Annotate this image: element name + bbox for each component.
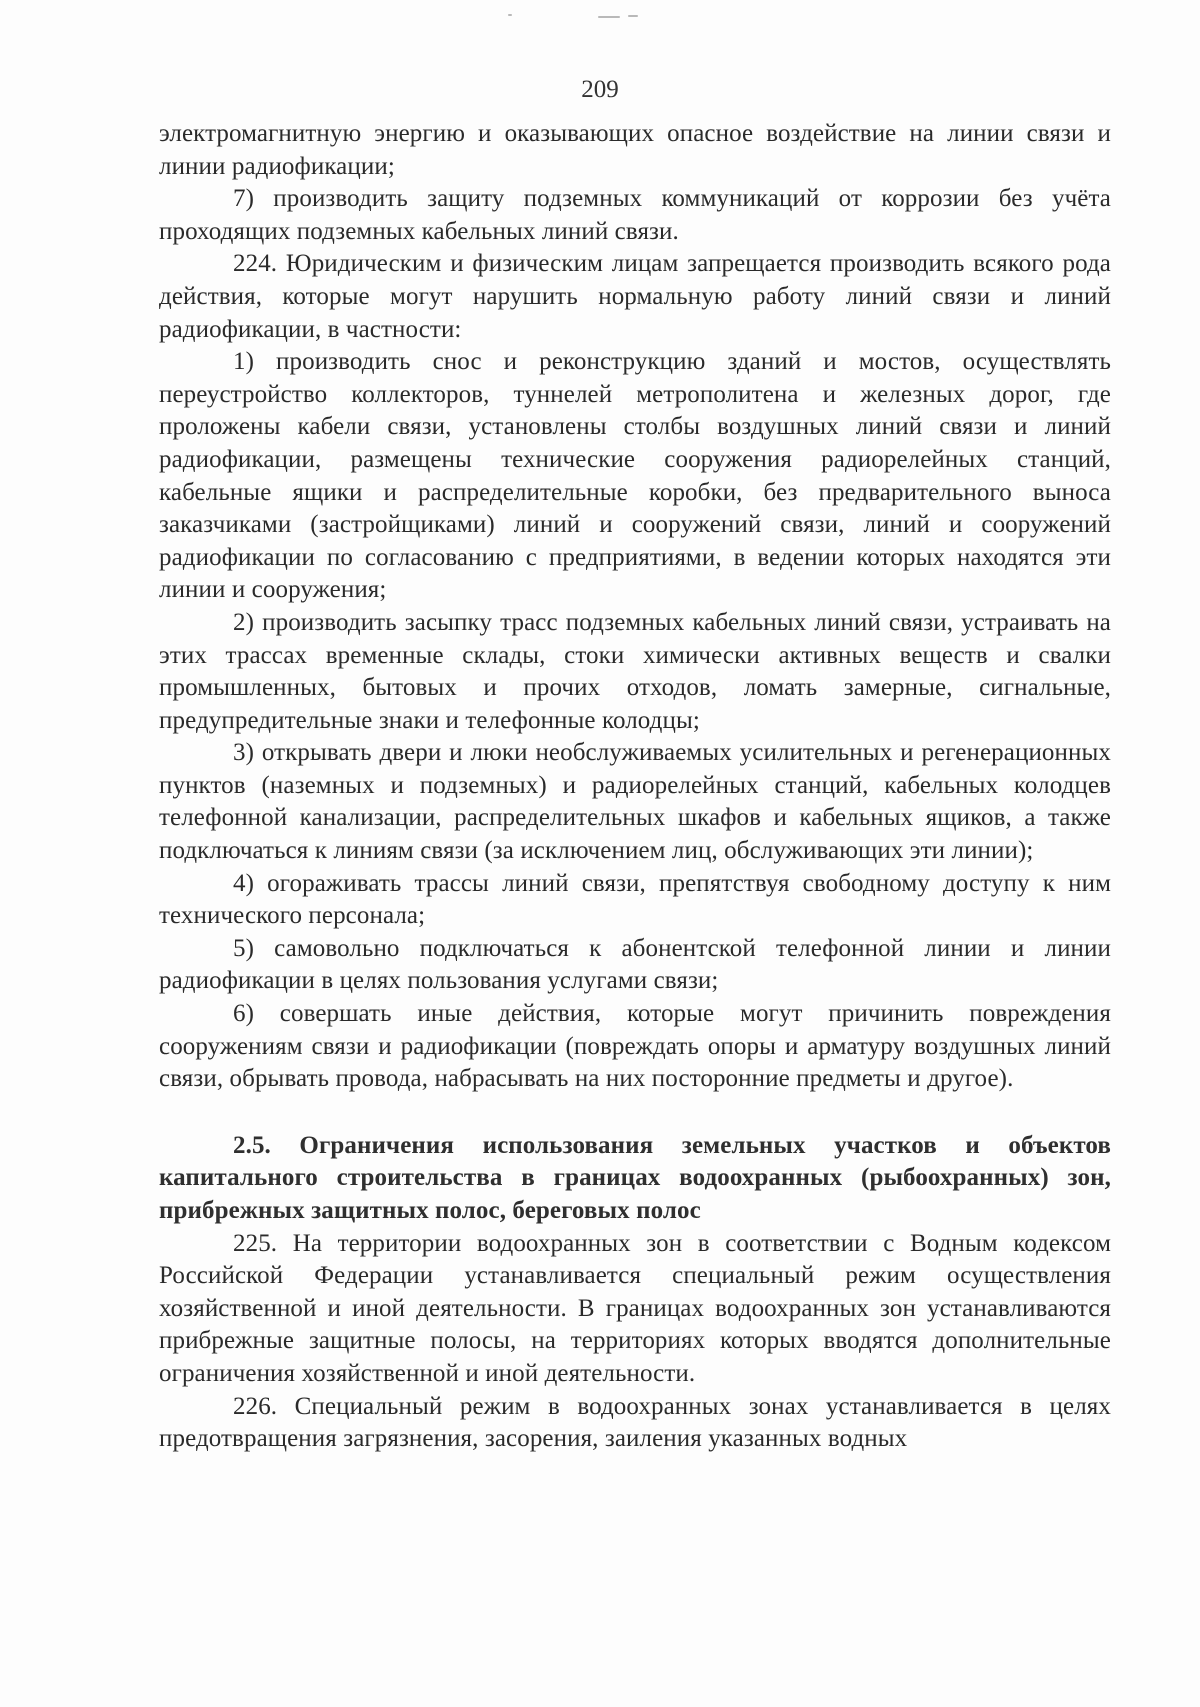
list-item-4: 4) огораживать трассы линий связи, препятствуя свободному доступу к ним технического персонала;	[159, 869, 1111, 930]
paragraph-225: 225. На территории водоохранных зон в соответствии с Водным кодексом Российской Федерации устанавливается специальный режим осуществления хозяйственной и иной деятельности. В границах водоохранных зон устанавливаются прибрежные защитные полосы, на территориях которых вводятся дополнительные ограничения хозяйственной и иной деятельности.	[159, 1229, 1111, 1387]
list-item-1: 1) производить снос и реконструкцию зданий и мостов, осуществлять переустройство коллекторов, туннелей метрополитена и железных дорог, где проложены кабели связи, установлены столбы воздушных линий связи и линий радиофикации, размещены технические сооружения радиорелейных станций, кабельные ящики и распределительные коробки, без предварительного выноса заказчиками (застройщиками) линий и сооружений связи, линий и сооружений радиофикации по согласованию с предприятиями, в ведении которых находятся эти линии и сооружения;	[159, 348, 1111, 604]
list-item-6: 6) совершать иные действия, которые могут причинить повреждения сооружениям связи и радиофикации (повреждать опоры и арматуру воздушных линий связи, обрывать провода, набрасывать на них посторонние предметы и другое).	[159, 1000, 1111, 1093]
paragraph-226: 226. Специальный режим в водоохранных зонах устанавливается в целях предотвращения загрязнения, засорения, заиления указанных водных	[159, 1392, 1111, 1453]
list-item-3: 3) открывать двери и люки необслуживаемых усилительных и регенерационных пунктов (наземных и подземных) и радиорелейных станций, кабельных колодцев телефонной канализации, распределительных шкафов и кабельных ящиков, а также подключаться к линиям связи (за исключением лиц, обслуживающих эти линии);	[159, 739, 1111, 865]
paragraph-224: 224. Юридическим и физическим лицам запрещается производить всякого рода действия, которые могут нарушить нормальную работу линий связи и линий радиофикации, в частности:	[159, 250, 1111, 343]
list-item-5: 5) самовольно подключаться к абонентской телефонной линии и линии радиофикации в целях пользования услугами связи;	[159, 934, 1111, 995]
list-item-2: 2) производить засыпку трасс подземных кабельных линий связи, устраивать на этих трассах временные склады, стоки химически активных веществ и свалки промышленных, бытовых и прочих отходов, ломать замерные, сигнальные, предупредительные знаки и телефонные колодцы;	[159, 608, 1111, 734]
section-heading: 2.5. Ограничения использования земельных участков и объектов капитального строительства в границах водоохранных (рыбоохранных) зон, прибрежных защитных полос, береговых полос	[159, 1131, 1111, 1224]
page-number: 209	[581, 76, 619, 103]
paragraph-continuation: электромагнитную энергию и оказывающих опасное воздействие на линии связи и линии радиофикации;	[159, 120, 1111, 180]
scan-artifact	[508, 14, 512, 16]
document-body	[159, 118, 1111, 1456]
scan-artifact	[628, 15, 638, 17]
list-item-7: 7) производить защиту подземных коммуникаций от коррозии без учёта проходящих подземных кабельных линий связи.	[159, 185, 1111, 245]
scan-artifact	[598, 16, 620, 18]
